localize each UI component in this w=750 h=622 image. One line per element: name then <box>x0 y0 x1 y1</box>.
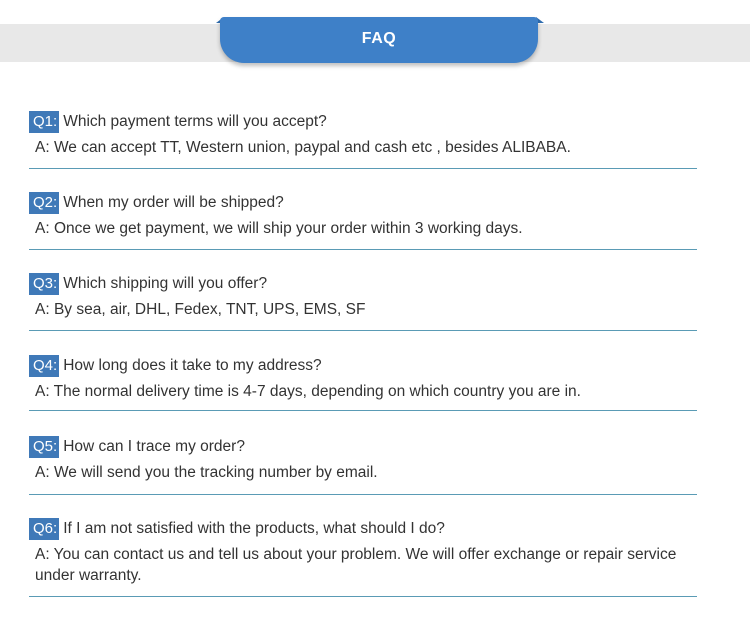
question-row <box>29 111 697 133</box>
question-row <box>29 518 697 540</box>
question-number-badge: Q3: <box>29 273 59 295</box>
question-row <box>29 355 697 377</box>
faq-item-2 <box>29 192 697 250</box>
question-number-badge: Q2: <box>29 192 59 214</box>
answer-text: A: The normal delivery time is 4-7 days, depending on which country you are in. <box>35 383 581 400</box>
question-number-badge: Q4: <box>29 355 59 377</box>
faq-item-5 <box>29 436 697 495</box>
faq-tab <box>220 17 538 63</box>
question-text: How can I trace my order? <box>63 438 245 455</box>
faq-item-1 <box>29 111 697 169</box>
answer-text: A: We will send you the tracking number by email. <box>35 464 378 481</box>
question-text: When my order will be shipped? <box>63 194 284 211</box>
question-text: How long does it take to my address? <box>63 357 322 374</box>
question-text: Which shipping will you offer? <box>63 275 268 292</box>
answer-text: A: By sea, air, DHL, Fedex, TNT, UPS, EMS, SF <box>35 301 366 318</box>
question-number-badge: Q1: <box>29 111 59 133</box>
page-title: FAQ <box>361 30 397 47</box>
question-number-badge: Q5: <box>29 436 59 458</box>
answer-text: A: Once we get payment, we will ship your order within 3 working days. <box>35 220 523 237</box>
faq-item-6 <box>29 518 697 597</box>
question-row <box>29 436 697 458</box>
question-row <box>29 192 697 214</box>
question-number-badge: Q6: <box>29 518 59 540</box>
answer-text: A: You can contact us and tell us about your problem. We will offer exchange or repair service under warranty. <box>35 546 677 584</box>
faq-item-4 <box>29 355 697 411</box>
question-text: If I am not satisfied with the products, what should I do? <box>63 520 445 537</box>
answer-text: A: We can accept TT, Western union, paypal and cash etc , besides ALIBABA. <box>35 139 571 156</box>
question-row <box>29 273 697 295</box>
question-text: Which payment terms will you accept? <box>63 113 327 130</box>
faq-item-3 <box>29 273 697 331</box>
